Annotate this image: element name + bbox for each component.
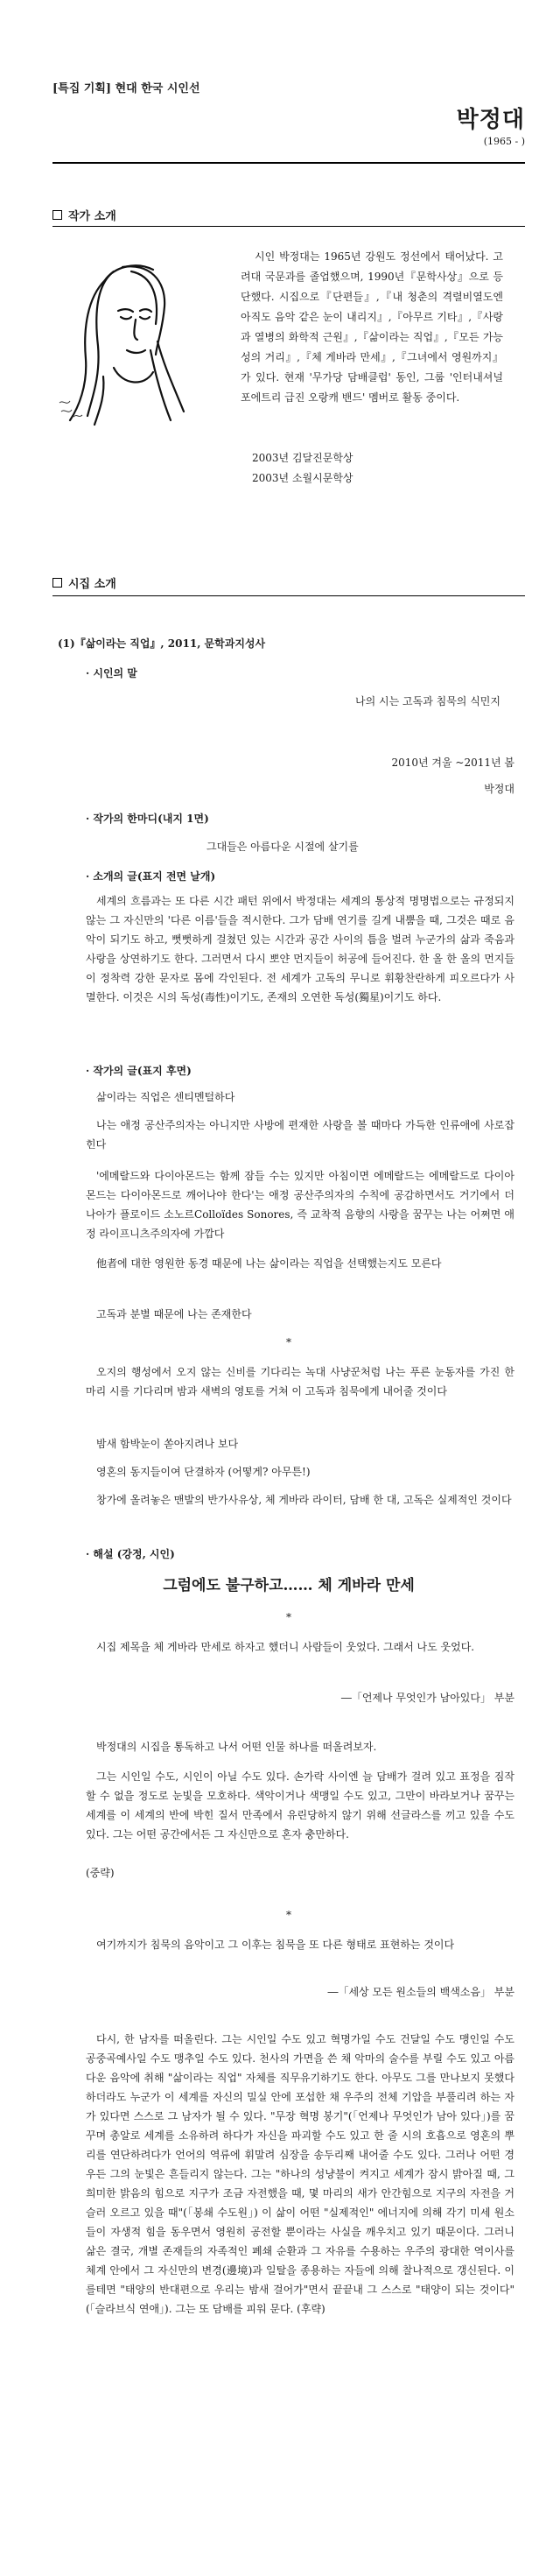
intro-heading: · 소개의 글(표지 전면 날개) [86,870,216,883]
author-word-heading: · 작가의 한마디(내지 1면) [86,813,209,825]
body-omission: (중략) [86,1867,115,1879]
poet-years: (1965 - ) [483,136,525,147]
author-bio: 시인 박정대는 1965년 강원도 정선에서 태어났다. 고려대 국문과를 졸업했으며, 1990년『문학사상』으로 등단했다. 시집으로『단편들』,『내 청춘의 격렬비열도엔 아직도 음악 같은 눈이 내리지』,『아무르 기타』,『사랑과 열병의 화학적 근원』,『삶이라는 직업』,『모든 가능성의 거리』,『체 게바라 만세』,『그녀에서 영원까지』가 있다. 현재 '무가당 담배클럽' 동인, 그룹 '인터내셔널 포에트리 급진 오랑캐 밴드' 멤버로 활동 중이다. [241,250,503,404]
header-rule [52,162,525,164]
quote: 시집 제목을 체 게바라 만세로 하자고 했더니 사람들이 웃었다. 그래서 나도 웃었다. [96,1641,475,1653]
preface-date: 2010년 겨울 ~2011년 봄 [391,757,514,769]
section-box-icon [52,210,62,220]
poems-section-rule [52,595,525,596]
divider-star: * [286,1909,291,1921]
back-line: 창가에 올려놓은 맨발의 반가사유상, 체 게바라 라이터, 담배 한 대, 고독은 실제적인 것이다 [96,1494,512,1506]
portrait-sketch [52,245,197,429]
back-line: 삶이라는 직업은 센티멘털하다 [96,1091,235,1103]
commentary-heading: · 해설 (강정, 시인) [86,1548,175,1560]
quote-source: ―「언제나 무엇인가 남아있다」 부분 [340,1692,514,1704]
quote-source: ―「세상 모든 원소들의 백색소음」 부분 [327,1986,514,1998]
preface-sign: 박정대 [484,783,514,795]
feature-label: [특집 기획] 현대 한국 시인선 [52,82,200,95]
body-paragraph: 그는 시인일 수도, 시인이 아닐 수도 있다. 손가락 사이엔 늘 담배가 걸려 있고 표정을 짐작할 수 없을 정도로 눈빛을 모호하다. 색악이거나 색맹일 수도 있고, 그만이 바라보거나 꿈꾸는 세계를 이 세계의 반에 박힌 질서 만족에서 유린당하지 않기 위해 선글라스를 끼고 있을 수도 있다. 그는 어떤 공간에서든 그 자신만으로 혼자 충만하다. [86,1770,514,1841]
back-line: 他者에 대한 영원한 동경 때문에 나는 삶이라는 직업을 선택했는지도 모른다 [96,1257,442,1270]
author-section-rule [52,226,525,227]
award-item: 2003년 김달진문학상 [252,452,354,464]
preface-line: 나의 시는 고독과 침묵의 식민지 [355,695,500,707]
divider-star: * [286,1336,291,1348]
body-paragraph: 박정대의 시집을 통독하고 나서 어떤 인물 하나를 떠올려보자. [96,1741,377,1753]
preface-heading: · 시인의 말 [86,667,137,679]
commentary-headline: 그럼에도 불구하고…… 체 게바라 만세 [163,1577,415,1594]
book-title: (1)『삶이라는 직업』, 2011, 문학과지성사 [58,637,266,650]
intro-text: 세계의 흐름과는 또 다른 시간 패턴 위에서 박정대는 세계의 통상적 명명법으로는 규정되지 않는 그 자신만의 '다른 이름'들을 적시한다. 그가 담배 연기를 길게 내뿜을 때, 그것은 때로 음악이 되기도 하고, 뻣뻣하게 걸쳤던 있는 시간과 공간 사이의 틈을 벌려 누군가의 삶과 죽음과 사랑을 상연하기도 한다. 그러면서 다시 뽀얀 먼지들이 허공에 들어진다. 한 올 한 올의 먼지들이 정착력 강한 문자로 몸에 각인된다. 전 세계가 고독의 무니로 휘황찬란하게 피오르다가 사멸한다. 이것은 시의 독성(毒性)이기도, 존재의 오연한 독성(獨星)이기도 하다. [86,895,514,1003]
back-line: 고독과 분별 때문에 나는 존재한다 [96,1308,252,1320]
back-line: 오지의 행성에서 오지 않는 신비를 기다리는 녹대 사냥꾼처럼 나는 푸른 눈동자를 가진 한 마리 시를 기다리며 밤과 새벽의 영토를 거쳐 이 고독과 침묵에게 내어줄 것이다 [86,1366,514,1397]
back-line: 나는 애정 공산주의자는 아니지만 사방에 편재한 사랑을 볼 때마다 가득한 인류애에 사로잡힌다 [86,1119,514,1151]
author-awards [252,448,354,489]
quote: 여기까지가 침묵의 음악이고 그 이후는 침묵을 또 다른 형태로 표현하는 것이다 [96,1939,455,1951]
poet-name: 박정대 [456,107,525,133]
body-paragraph: 다시, 한 남자를 떠올린다. 그는 시인일 수도 있고 혁명가일 수도 건달일 수도 맹인일 수도 공중곡예사일 수도 맹추일 수도 있다. 천사의 가면을 쓴 채 악마의 술수를 부릴 수도 있고 아름다운 음악에 취해 "삶이라는 직업" 자체를 직무유기하기도 한다. 아무도 그를 만나보지 못했다 하더라도 누군가 이 세계를 자신의 밀실 안에 포섭한 채 우주의 전체 기압을 부풀리려 하는 자가 있다면 스스로 그 남자가 될 수 있다. "무장 혁명 봉기"(「언제나 무엇인가 남아 있다」)를 꿈꾸며 총알로 세계를 소유하려 하다가 자신을 파괴할 수도 있고 한 줄 시의 호흡으로 영혼의 뿌리를 연단하려다가 언어의 역류에 휘말려 심장을 송두리째 내어줄 수도 있다. 그러나 어떤 경우든 그의 눈빛은 흔들리지 않는다. 그는 "하나의 성냥불이 켜지고 세계가 잠시 밝아질 때, 그 희미한 밝음의 힘으로 지구가 조금 자전했을 때, 몇 마리의 새가 안간힘으로 지구의 자전을 거슬러 오르고 있을 때"(「봉쇄 수도원」) 이 삶이 어떤 "실제적인" 에너지에 의해 각기 미세 원소들이 자생적 힘을 동우면서 영원히 공전할 뿐이라는 사실을 깨우치고 있기 때문이다. 그러니 삶은 결국, 개별 존재들의 자족적인 폐쇄 순환과 그 자유를 수용하는 우주의 광대한 역이사를 체계 안에서 그 자신만의 변경(邊境)과 일탈을 종용하는 자들에 의해 찰나적으로 갱신된다. 이를테면 "태양의 반대편으로 우리는 밤새 걸어가"면서 끝끝내 그 스스로 "태양이 되는 것이다"(「슬라브식 연애」). 그는 또 담배를 피워 문다. (후략) [86,2033,514,2315]
back-line: 영혼의 동지들이여 단결하자 (어떻게? 아무튼!) [96,1466,311,1478]
back-line: 밤새 함박눈이 쏟아지려나 보다 [96,1438,239,1450]
author-section-title: 작가 소개 [52,207,116,223]
author-word: 그대들은 아름다운 시절에 살기를 [206,841,359,853]
back-heading: · 작가의 글(표지 후면) [86,1065,192,1077]
back-line: '에메랄드와 다이아몬드는 함께 잠들 수는 있지만 아침이면 에메랄드는 에메랄드로 다이아몬드는 다이아몬드로 깨어나야 한다'는 애정 공산주의자의 수칙에 공감하면서도 거기에서 더 나아가 플로이드 소노르Colloïdes Sonores, 즉 교착적 음향의 사랑을 꿈꾸는 나는 어쩌면 애정 라이프니츠주의자에 가깝다 [86,1170,514,1240]
section-box-icon [52,578,62,588]
award-item: 2003년 소월시문학상 [252,472,354,484]
poems-section-title: 시집 소개 [52,574,116,591]
divider-star: * [286,1611,291,1623]
